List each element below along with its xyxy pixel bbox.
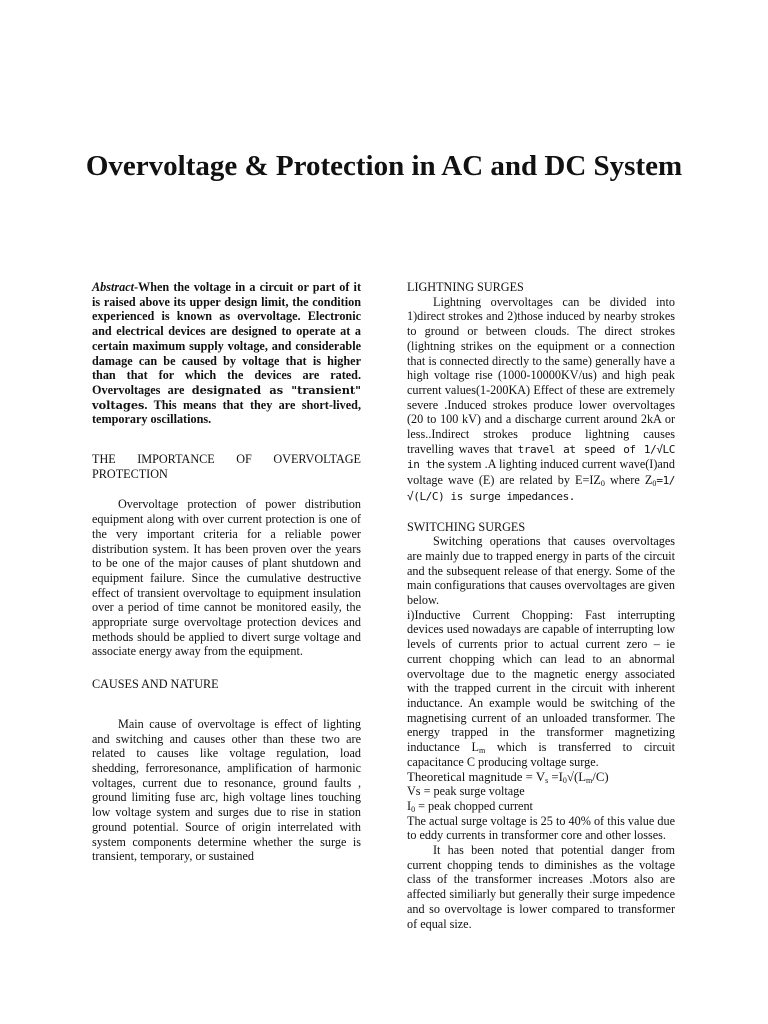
lightning-speed-formula: travel at speed of 1/√LC in the — [407, 442, 675, 472]
i0-def-subscript: 0 — [411, 804, 416, 814]
i0-definition-line — [407, 799, 675, 814]
switching-chopping-paragraph — [407, 608, 675, 770]
lightning-text-3: system .A lighting induced current wave(I)and voltage wave (E) are related by E=IZ — [407, 457, 675, 488]
theoretical-text-4: /C) — [592, 769, 609, 784]
importance-heading — [92, 452, 361, 481]
lightning-text-4: where Z — [604, 473, 653, 488]
i0-text-2: = peak chopped current — [415, 798, 533, 813]
theoretical-text-1: Theoretical magnitude = V — [407, 769, 546, 784]
theoretical-text-3: √(L — [566, 769, 587, 784]
causes-heading: CAUSES AND NATURE — [92, 677, 219, 692]
causes-paragraph: Main cause of overvoltage is effect of lighting and switching and causes other than these two are related to causes like voltage regulation, load shedding, ferroresonance, amplification of harmonic voltages, current due to resonance, ground faults , ground limiting fuse arc, high voltage lines touching low voltage system and surges due to rise in station ground potential. Source of origin interrelated with system components determine whether the surge is transient, temporary, or sustained — [92, 716, 361, 864]
lm-subscript: m — [478, 746, 486, 756]
switching-chopping-text-2: which is transferred to circuit capacitance C producing voltage surge. — [407, 740, 675, 769]
abstract-text-2: designated as "transient" voltages — [92, 382, 362, 412]
i0-text-1: I — [407, 798, 412, 813]
theoretical-text-2: =I — [548, 769, 563, 784]
lm-subscript-2: m — [586, 775, 593, 785]
lightning-heading: LIGHTNING SURGES — [407, 280, 524, 294]
lightning-paragraph — [407, 295, 675, 505]
importance-heading-text: THE IMPORTANCE OF OVERVOLTAGE PROTECTION — [92, 452, 361, 481]
abstract-text-3: . This means that they are short-lived, temporary oscillations. — [92, 397, 361, 427]
lightning-impedance-formula: =1/√(L/C) is surge impedances. — [407, 474, 676, 503]
switching-chopping-text: i)Inductive Current Chopping: Fast interrupting devices used nowadays are capable of interrupting low levels of currents prior to actual current zero – ie current chopping which can lead to an abnormal overvoltage due to the magnetic energy associated with the trapped current in the circuit with inherent inductance. An example would be switching of the magnetising current of an unloaded transformer. The energy trapped in the transformer magnetizing inductance L — [407, 607, 675, 755]
switching-intro-paragraph: Switching operations that causes overvoltages are mainly due to trapped energy in parts of the circuit and the subsequent release of that energy. Some of the main configurations that causes overvoltages are given below. — [407, 534, 675, 608]
right-column — [407, 280, 675, 931]
importance-paragraph: Overvoltage protection of power distribution equipment along with over current protection is one of the very important criteria for a reliable power distribution system. It has been proven over the years to be one of the major causes of plant shutdown and equipment failure. Since the cumulative destructive effect of transient overvoltage to equipment insulation over a period of time cannot be monitored easily, the appropriate surge overvoltage protection devices and methods should be applied to divert surge voltage and associate energy away from the equipment. — [92, 497, 361, 659]
paper-title: Overvoltage & Protection in AC and DC System — [85, 150, 683, 182]
switching-heading: SWITCHING SURGES — [407, 519, 526, 534]
lightning-z0-subscript: 0 — [652, 479, 657, 489]
abstract-text-1: -When the voltage in a circuit or part of it is raised above its upper design limit, the condition experienced is known as overvoltage. Electronic and electrical devices are designed to operate at a certain maximum supply voltage, and considerable damage can be caused by voltage that is higher than that for which the devices are rated. Overvoltages are — [92, 280, 361, 397]
current-chopping-danger-paragraph: It has been noted that potential danger from current chopping tends to diminishes as the voltage class of the transformer increases .Motors also are affected similiarly but generally their surge impedence and so overvoltage is lower compared to transformer of equal size. — [407, 843, 675, 931]
left-column — [92, 280, 361, 864]
actual-surge-paragraph: The actual surge voltage is 25 to 40% of this value due to eddy currents in transformer core and other losses. — [407, 813, 675, 843]
vs-definition-line: Vs = peak surge voltage — [407, 784, 525, 799]
theoretical-magnitude-line — [407, 770, 675, 785]
abstract-paragraph — [92, 280, 361, 427]
i0-subscript: 0 — [562, 775, 567, 785]
abstract-label: Abstract — [92, 280, 134, 294]
lightning-text-1: Lightning overvoltages can be divided into 1)direct strokes and 2)those induced by nearby strokes to ground or between clouds. The direct strokes (lightning strikes on the equipment or a connection that is connected directly to the same) generally have a high voltage rise (1000-10000KV/us) and high peak current values(1-200KA) Effect of these are extremely severe .Induced strokes produce lower overvoltages (20 to 100 kV) and a discharge current around 2kA or less..Indirect strokes produce lightning causes travelling waves that — [407, 294, 675, 456]
lightning-z-subscript: 0 — [600, 479, 605, 489]
vs-subscript: s — [545, 775, 549, 785]
